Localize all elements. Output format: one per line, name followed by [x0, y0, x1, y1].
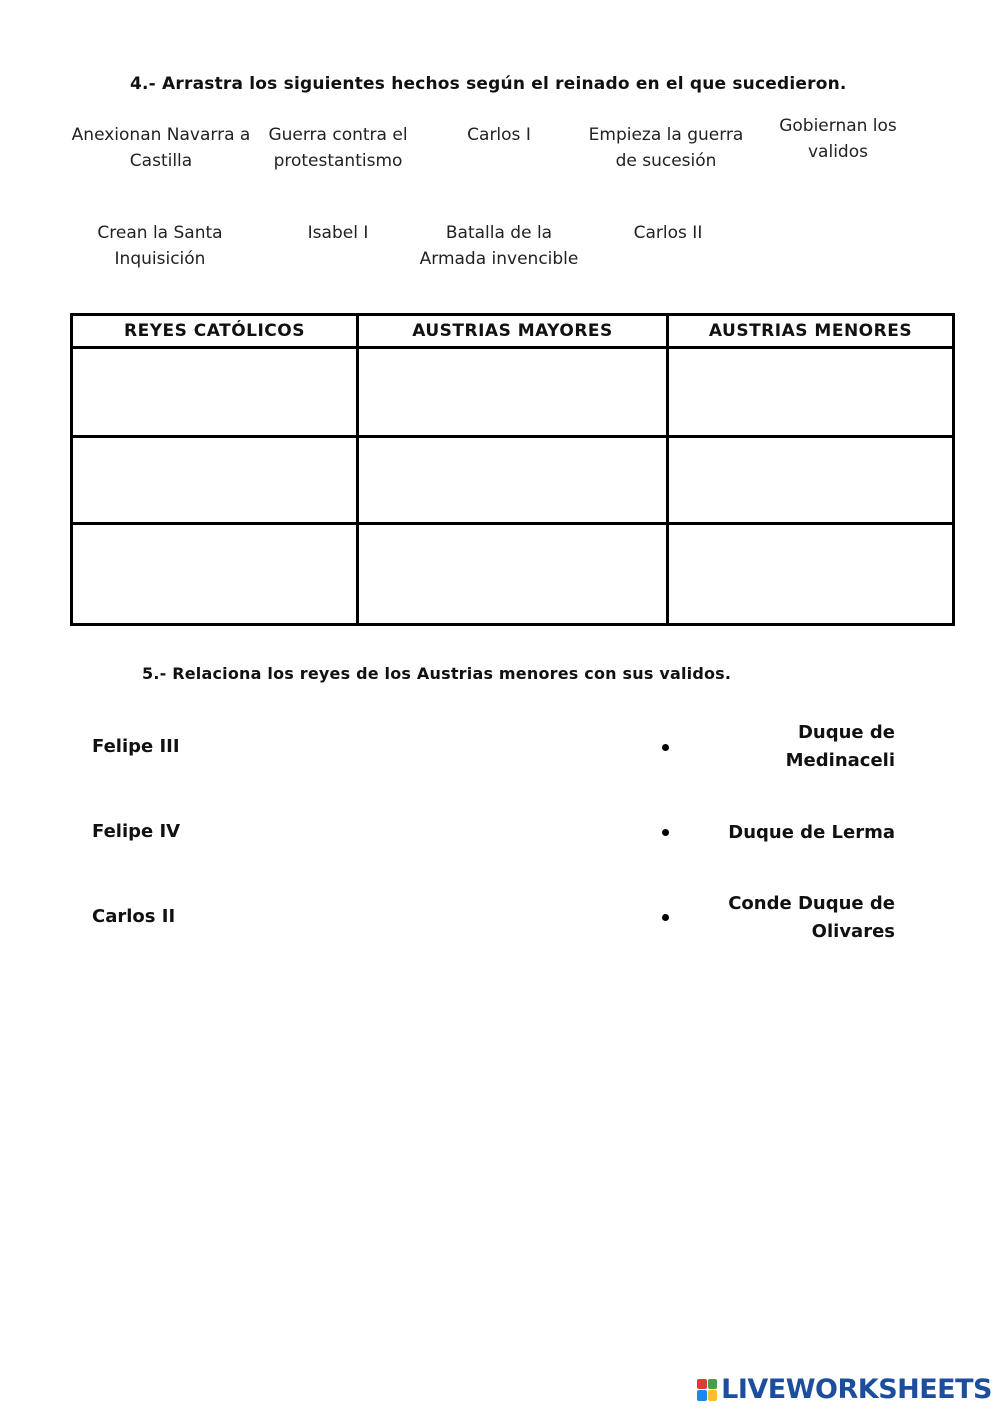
drag-item-santa-inquisicion[interactable]: Crean la Santa Inquisición [97, 223, 223, 269]
drag-item-gobiernan-validos[interactable]: Gobiernan los validos [779, 116, 897, 162]
header-austrias-menores: AUSTRIAS MENORES [668, 315, 954, 348]
logo-text: LIVEWORKSHEETS [721, 1374, 992, 1405]
drag-item-guerra-sucesion[interactable]: Empieza la guerra de sucesión [588, 125, 744, 171]
liveworksheets-logo [697, 1374, 992, 1405]
king-felipe-iv: Felipe IV [92, 821, 181, 842]
logo-square [708, 1390, 718, 1401]
logo-square [708, 1379, 718, 1390]
drag-item-armada-invencible[interactable]: Batalla de la Armada invencible [419, 223, 579, 269]
match-dot-3[interactable] [662, 914, 669, 921]
liveworksheets-logo-icon [697, 1379, 717, 1401]
valido-duque-medinaceli: Duque de Medinaceli [785, 722, 895, 771]
drop-zone-reyes-catolicos-2[interactable] [72, 437, 358, 524]
drop-zone-austrias-menores-2[interactable] [668, 437, 954, 524]
drag-item-isabel-i[interactable]: Isabel I [307, 223, 369, 243]
drag-item-guerra-protestantismo[interactable]: Guerra contra el protestantismo [268, 125, 408, 171]
classification-table [70, 313, 955, 626]
logo-square [697, 1390, 707, 1401]
match-dot-2[interactable] [662, 829, 669, 836]
drop-zone-reyes-catolicos-3[interactable] [72, 524, 358, 625]
drag-item-carlos-ii[interactable]: Carlos II [633, 223, 703, 243]
drop-zone-austrias-mayores-3[interactable] [358, 524, 668, 625]
question-4-title: 4.- Arrastra los siguientes hechos según el reinado en el que sucedieron. [130, 74, 847, 94]
match-dot-1[interactable] [662, 744, 669, 751]
header-reyes-catolicos: REYES CATÓLICOS [72, 315, 358, 348]
king-carlos-ii: Carlos II [92, 906, 176, 927]
drop-zone-austrias-menores-3[interactable] [668, 524, 954, 625]
drop-zone-austrias-menores-1[interactable] [668, 348, 954, 437]
drop-zone-reyes-catolicos-1[interactable] [72, 348, 358, 437]
drag-item-carlos-i[interactable]: Carlos I [467, 125, 531, 145]
valido-conde-duque-olivares: Conde Duque de Olivares [728, 893, 895, 942]
drop-zone-austrias-mayores-1[interactable] [358, 348, 668, 437]
drop-zone-austrias-mayores-2[interactable] [358, 437, 668, 524]
valido-duque-lerma: Duque de Lerma [728, 822, 895, 843]
header-austrias-mayores: AUSTRIAS MAYORES [358, 315, 668, 348]
logo-square [697, 1379, 707, 1390]
drag-item-anexionan-navarra[interactable]: Anexionan Navarra a Castilla [71, 125, 251, 171]
question-5-title: 5.- Relaciona los reyes de los Austrias menores con sus validos. [142, 664, 732, 683]
king-felipe-iii: Felipe III [92, 736, 180, 757]
